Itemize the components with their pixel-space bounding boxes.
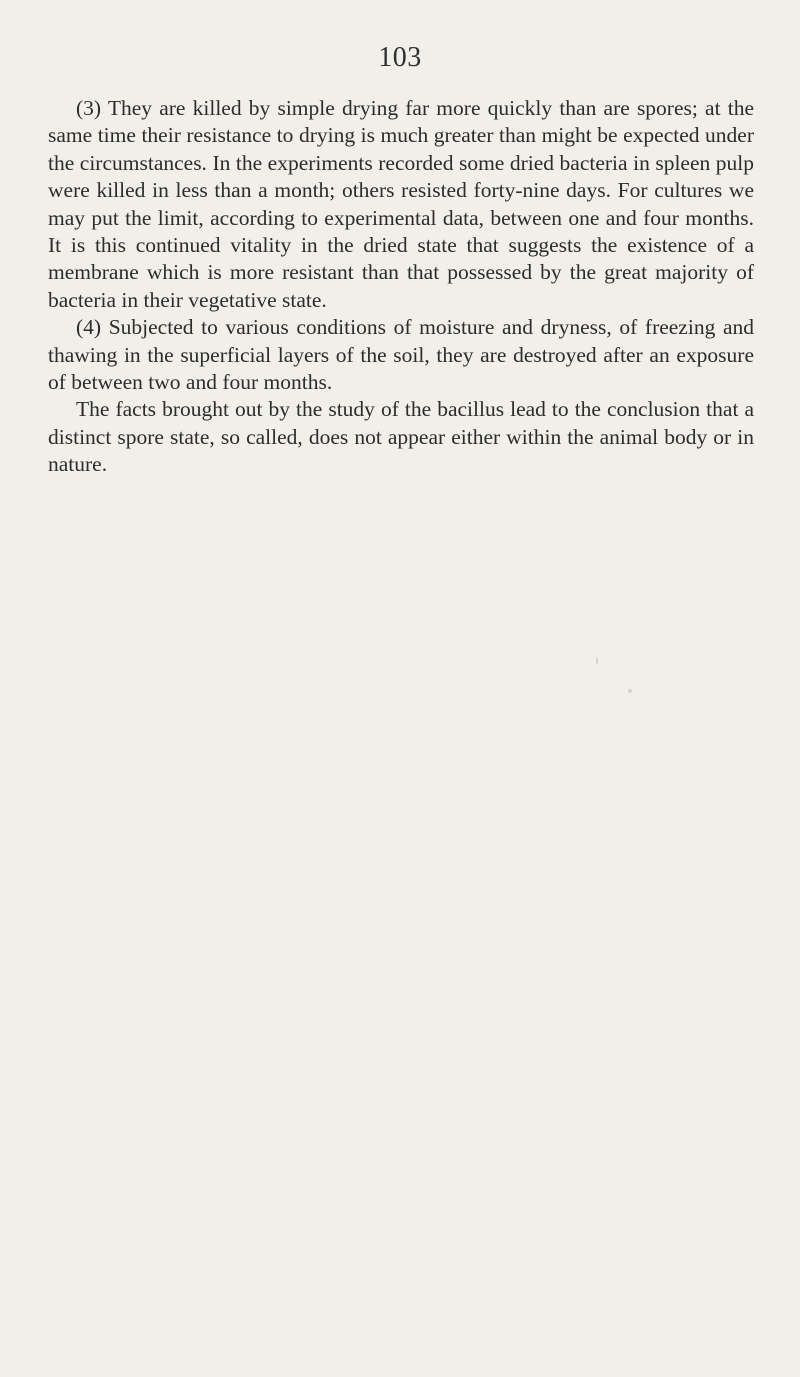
body-text xyxy=(48,95,754,479)
paragraph-drying-resistance: (3) They are killed by simple drying far more quickly than are spores; at the same time their resistance to drying is much greater than might be expected under the circumstances. In the experiments recorded some dried bacteria in spleen pulp were killed in less than a month; others resisted forty-nine days. For cultures we may put the limit, according to experimental data, between one and four months. It is this continued vitality in the dried state that suggests the existence of a membrane which is more resistant than that possessed by the great majority of bacteria in their vegetative state. xyxy=(48,96,754,312)
page-number: 103 xyxy=(378,42,422,73)
paragraph-soil-conditions: (4) Subjected to various conditions of moisture and dryness, of freezing and thawing in the superficial layers of the soil, they are destroyed after an exposure of between two and four months. xyxy=(48,315,754,395)
paper-speck xyxy=(596,657,598,665)
paper-speck xyxy=(628,689,632,693)
paragraph-conclusion: The facts brought out by the study of the bacillus lead to the conclusion that a distinct spore state, so called, does not appear either within the animal body or in nature. xyxy=(48,397,754,477)
